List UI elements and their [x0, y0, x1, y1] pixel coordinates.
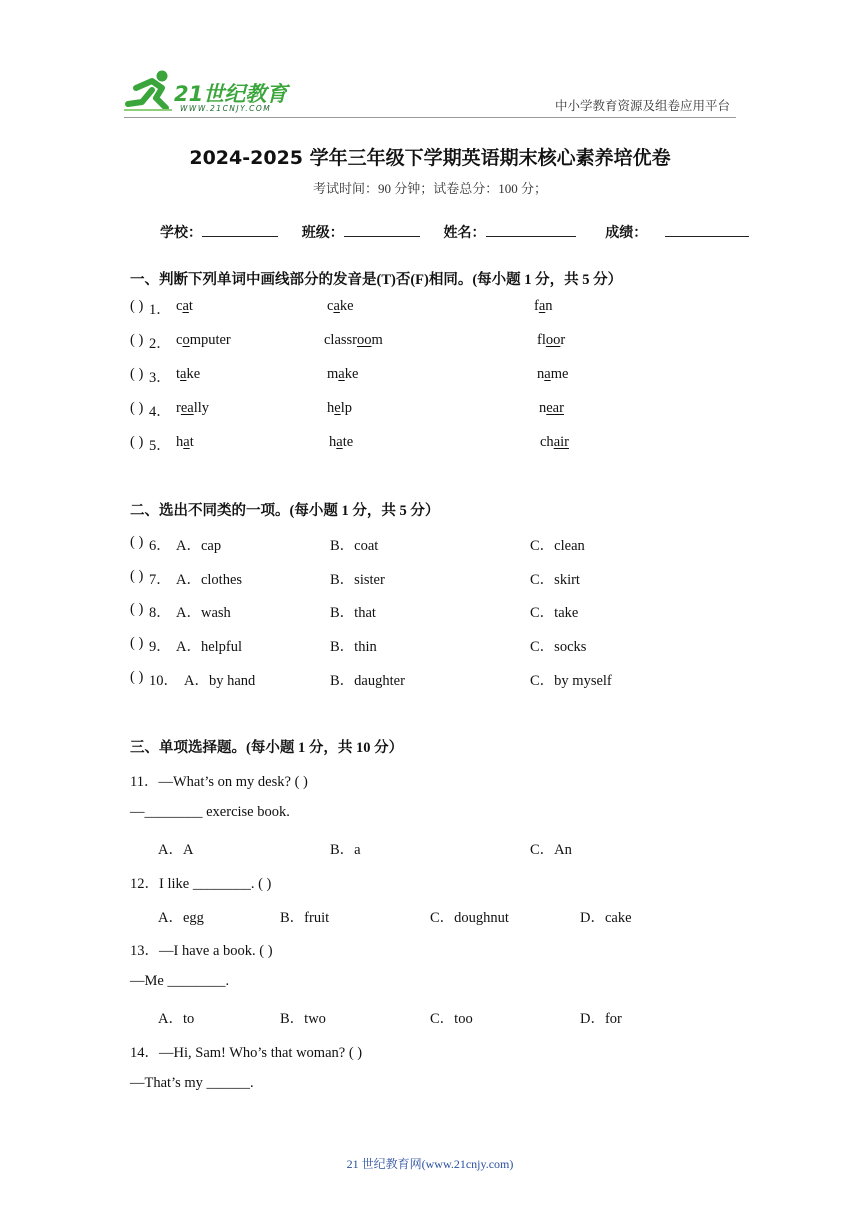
underlined-letters: ea — [180, 400, 194, 416]
option-a[interactable]: A．clothes — [176, 572, 243, 588]
section2-heading: 二、选出不同类的一项。(每小题 1 分，共 5 分） — [130, 503, 440, 519]
option-a[interactable]: A．wash — [176, 605, 231, 621]
header-rule — [124, 117, 736, 118]
word-part: h — [329, 434, 337, 450]
answer-bracket[interactable]: ( ) — [130, 534, 144, 550]
word-option — [176, 332, 231, 349]
underlined-letters: ear — [546, 400, 564, 416]
question-number: 4． — [149, 404, 171, 420]
question-13-stem: 13．—I have a book. ( ) — [130, 943, 273, 959]
question-number: 10． — [149, 673, 178, 689]
q11-option-a[interactable]: A．A — [158, 842, 194, 858]
score-label: 成绩： — [605, 225, 648, 241]
q11-option-c[interactable]: C．An — [530, 842, 572, 858]
answer-bracket[interactable]: ( ) — [130, 298, 144, 314]
word-part: lp — [340, 400, 352, 416]
word-option — [539, 400, 564, 417]
footer-text: 21 世纪教育网(www.21cnjy.com) — [346, 1157, 514, 1171]
underlined-letters: a — [544, 366, 551, 382]
question-11-line2: —________ exercise book. — [130, 804, 290, 820]
word-part: ke — [344, 366, 359, 382]
info-line — [160, 222, 749, 242]
answer-bracket[interactable]: ( ) — [130, 400, 144, 416]
underlined-letters: a — [336, 434, 343, 450]
word-option — [176, 434, 194, 451]
option-c[interactable]: C．clean — [530, 538, 585, 554]
class-blank[interactable] — [344, 222, 420, 237]
school-blank[interactable] — [202, 222, 278, 237]
question-number: 2． — [149, 336, 171, 352]
word-option — [534, 298, 553, 315]
page-subtitle: 考试时间：90 分钟；试卷总分：100 分； — [312, 181, 547, 196]
question-11-stem: 11．—What’s on my desk? ( ) — [130, 774, 308, 790]
option-c[interactable]: C．take — [530, 605, 579, 621]
word-option — [327, 298, 354, 315]
option-c[interactable]: C．by myself — [530, 673, 612, 689]
word-part: ch — [540, 434, 554, 450]
underlined-letters: a — [183, 434, 190, 450]
answer-bracket[interactable]: ( ) — [130, 669, 144, 685]
section1-heading: 一、判断下列单词中画线部分的发音是(T)否(F)相同。(每小题 1 分，共 5 分） — [130, 272, 623, 288]
page-title: 2024-2025 学年三年级下学期英语期末核心素养培优卷 — [189, 147, 671, 169]
logo-url: WWW.21CNJY.COM — [180, 104, 272, 113]
word-option — [540, 434, 569, 451]
underlined-letters: a — [538, 298, 546, 314]
word-option — [176, 400, 209, 417]
underlined-letters: oo — [545, 332, 561, 348]
word-part: n — [537, 366, 545, 382]
question-14-line2: —That’s my ______. — [130, 1075, 254, 1091]
question-13-line2: —Me ________. — [130, 973, 230, 989]
word-part: r — [176, 400, 181, 416]
name-label: 姓名： — [443, 225, 486, 241]
option-b[interactable]: B．daughter — [330, 673, 405, 689]
answer-bracket[interactable]: ( ) — [130, 635, 144, 651]
q13-option-a[interactable]: A．to — [158, 1011, 195, 1027]
question-12-stem: 12．I like ________. ( ) — [130, 876, 272, 892]
word-part: mputer — [189, 332, 231, 348]
logo-text: 21世纪教育 — [174, 82, 288, 106]
word-part: classr — [324, 332, 358, 348]
underlined-letters: e — [334, 400, 341, 416]
option-b[interactable]: B．thin — [330, 639, 377, 655]
word-part: r — [560, 332, 566, 348]
platform-name: 中小学教育资源及组卷应用平台 — [554, 99, 730, 113]
name-blank[interactable] — [486, 222, 576, 237]
word-part: lly — [193, 400, 210, 416]
q13-option-b[interactable]: B．two — [280, 1011, 326, 1027]
word-part: fl — [537, 332, 546, 348]
option-c[interactable]: C．socks — [530, 639, 587, 655]
word-part: m — [371, 332, 383, 348]
underlined-letters: a — [182, 298, 189, 314]
q12-option-a[interactable]: A．egg — [158, 910, 204, 926]
runner-logo-icon — [122, 68, 178, 114]
class-label: 班级： — [301, 225, 344, 241]
word-part: ke — [186, 366, 201, 382]
underlined-letters: o — [182, 332, 190, 348]
question-number: 5． — [149, 438, 171, 454]
answer-bracket[interactable]: ( ) — [130, 601, 144, 617]
word-option — [327, 366, 358, 383]
word-part: ke — [339, 298, 354, 314]
underlined-letters: a — [333, 298, 340, 314]
question-number: 6． — [149, 538, 171, 554]
word-option — [329, 434, 353, 451]
answer-bracket[interactable]: ( ) — [130, 568, 144, 584]
question-number: 1． — [149, 302, 171, 318]
q11-option-b[interactable]: B．a — [330, 842, 361, 858]
word-part: c — [327, 298, 334, 314]
word-part: c — [176, 298, 183, 314]
word-part: m — [327, 366, 339, 382]
question-number: 7． — [149, 572, 171, 588]
answer-bracket[interactable]: ( ) — [130, 434, 144, 450]
q12-option-b[interactable]: B．fruit — [280, 910, 330, 926]
word-part: c — [176, 332, 183, 348]
word-part: h — [176, 434, 184, 450]
word-part: h — [327, 400, 335, 416]
word-option — [176, 366, 200, 383]
school-label: 学校： — [160, 225, 202, 241]
option-c[interactable]: C．skirt — [530, 572, 580, 588]
option-a[interactable]: A．by hand — [184, 673, 256, 689]
word-option — [537, 332, 565, 349]
q12-option-d[interactable]: D．cake — [580, 910, 632, 926]
word-option — [176, 298, 193, 315]
word-option — [327, 400, 352, 417]
word-option — [537, 366, 568, 383]
answer-bracket[interactable]: ( ) — [130, 366, 144, 382]
underlined-letters: air — [553, 434, 569, 450]
word-part: t — [176, 366, 181, 382]
underlined-letters: oo — [357, 332, 372, 348]
word-option — [324, 332, 383, 349]
section3-heading: 三、单项选择题。(每小题 1 分，共 10 分） — [130, 740, 404, 756]
option-b[interactable]: B．that — [330, 605, 376, 621]
underlined-letters: a — [338, 366, 345, 382]
option-a[interactable]: A．cap — [176, 538, 222, 554]
question-number: 8． — [149, 605, 171, 621]
question-number: 9． — [149, 639, 171, 655]
question-number: 3． — [149, 370, 171, 386]
option-b[interactable]: B．coat — [330, 538, 379, 554]
option-a[interactable]: A．helpful — [176, 639, 243, 655]
word-part: n — [545, 298, 553, 314]
word-part: f — [534, 298, 539, 314]
score-blank[interactable] — [665, 222, 749, 237]
q13-option-c[interactable]: C．too — [430, 1011, 473, 1027]
word-part: t — [189, 434, 194, 450]
answer-bracket[interactable]: ( ) — [130, 332, 144, 348]
logo — [122, 68, 292, 116]
word-part: te — [342, 434, 354, 450]
word-part: n — [539, 400, 547, 416]
underlined-letters: a — [180, 366, 187, 382]
option-b[interactable]: B．sister — [330, 572, 385, 588]
word-part: t — [188, 298, 193, 314]
q13-option-d[interactable]: D．for — [580, 1011, 622, 1027]
word-part: me — [550, 366, 569, 382]
q12-option-c[interactable]: C．doughnut — [430, 910, 509, 926]
question-14-stem: 14．—Hi, Sam! Who’s that woman? ( ) — [130, 1045, 363, 1061]
